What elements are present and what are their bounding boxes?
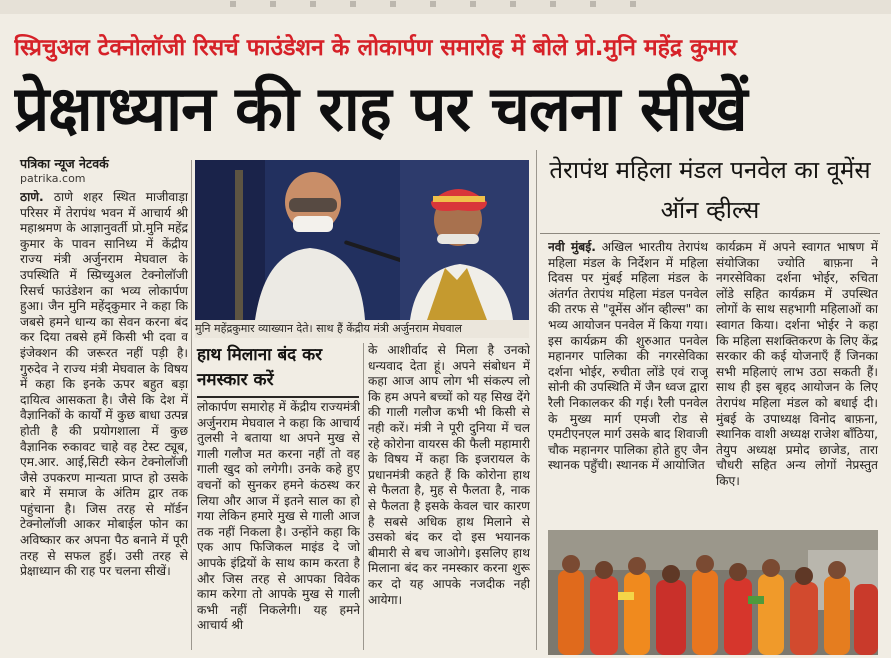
subheadline-rule [197,396,359,398]
stage-photo [195,160,529,320]
byline-site: patrika.com [20,172,86,185]
kicker-headline: स्प्रिचुअल टेक्नोलॉजी रिसर्च फाउंडेशन के लोकार्पण समारोह में बोले प्रो.मुनि महेंद्र कुमार [14,35,737,61]
article-column-2: लोकार्पण समारोह में केंद्रीय राज्यमंत्री अर्जुनराम मेघवाल ने कहा कि आचार्य तुलसी ने बताया था अपने मुख से गाली गलौज मत करना नहीं तो वह गाली खुद को लगेगी। उनके कहे हुए वचनों को सुनकर हमने कंठस्थ कर लिया और आज में इतने साल का हो गया लेकिन हमारे मुख से गाली आज तक नहीं निकला है। उन्होंने कहा कि एक आप फिजिकल माइंड दे जो आपके इंद्रियों के साथ काम करता है और जिस तरह से आपका विवेक काम करेगा तो आपके मुख से गाली कभी नहीं निकलेगी। यह हमने आचार्य श्री [197,400,360,633]
sidebar-column-1-text: अखिल भारतीय तेरापंथ महिला मंडल के निर्देशन में महिला दिवस पर मुंबई महिला मंडल के अंतर्गत तेरापंथ महिला मंडल पनवेल की तरफ से "वूमेंस ऑन व्हील्स" का भव्य आयोजन पनवेल में किया गया। इस कार्यक्रम की शुरुआत पनवेल महानगर पालिका की नगरसेविका दर्शना भोईर, रुचीता लोंडे एवं राजू सोनी की उपस्थिति में जैन ध्वज द्वारा रैली निकालकर की गई। रैली पनवेल के मुख्य मार्ग एमजी रोड से एमटीएनएल मार्ग उसके बाद शिवाजी चौक महानगर पालिका होते हुए जैन स्थानक पहुँची। स्थानक में आयोजित [548,240,708,473]
byline-agency: पत्रिका न्यूज नेटवर्क [20,156,109,171]
sidebar-headline: तेरापंथ महिला मंडल पनवेल का वूमेंस ऑन व्हील्स [540,150,880,234]
subheadline: हाथ मिलाना बंद कर नमस्कार करें [197,345,323,390]
column-divider [191,160,192,650]
rally-photo [548,530,878,655]
photo-caption: मुनि महेंद्रकुमार व्याख्यान देते। साथ हैं केंद्रीय मंत्री अर्जुनराम मेघवाल [195,320,529,338]
sidebar-dateline: नवी मुंबई. [548,240,596,254]
byline [20,156,190,186]
sidebar-column-1 [548,240,708,525]
article-column-3: के आशीर्वाद से मिला है उनको धन्यवाद देता हूं। अपने संबोधन में कहा आज आप लोग भी संकल्प लो कि हम अपने बच्चों को यह सिख देंगे की गाली गलौज कभी भी किसी से नही करें। मंत्री ने पूरी दुनिया में चल रहे कोरोना वायरस की फैली महामारी के विषय में कहा कि इजरायल के प्रधानमंत्री कहते हैं कि कोरोना हाथ से फैलता है, मुह से फैलता है, नाक से फैलता है इसके केवल चार कारण है सबसे अधिक हाथ मिलाने से उसको बंद कर दो इस भयानक बीमारी से बच जाओगे। इसलिए हाथ मिलाना बंद कर नमस्कार करना शुरू कर दो यह आपके नजदीक नही आयेगा। [368,343,530,607]
main-headline: प्रेक्षाध्यान की राह पर चलना सीखें [14,72,747,145]
section-divider [536,150,537,650]
rally-photo-illustration [548,530,878,655]
sidebar-column-2: कार्यक्रम में अपने स्वागत भाषण में संयोजिका ज्योति बाफ़ना ने नगरसेविका दर्शना भोईर, रुचिता लोंडे सहित कार्यक्रम में उपस्थित लोगों के साथ सहभागी महिलाओं का स्वागत किया। दर्शना भोईर ने कहा कि महिला सशक्तिकरण के लिए केंद्र सरकार की कई योजनाएँ हैं जिनका सभी महिलाएं लाभ उठा सकती हैं। साथ ही इस बृहद आयोजन के लिए तेरापंथ महिला मंडल को बधाई दी। मुंबई के उपाध्यक्ष विनोद बाफ़ना, स्थानिक वाशी अध्यक्ष राजेश बाँठिया, तेयुप अध्यक्ष प्रमोद छाजेड, तारा चौधरी सहित अन्य लोगों नेप्रस्तुत किए। [716,240,878,488]
stage-photo-illustration [195,160,529,320]
article-column-1 [20,190,188,650]
column-divider [363,343,364,650]
column-1-text: ठाणे शहर स्थित माजीवाड़ा परिसर में तेरापंथ भवन में आचार्य श्री महाश्रमण के आज्ञानुवर्ती प्रो.मुनि महेंद्र कुमार के पावन सानिध्य में केंद्रीय राज्य मंत्री अर्जुनराम मेघवाल के उपस्थिति में स्प्रिच्युअल टेक्नोलॉजी रिसर्च फाउंडेशन का भव्य लोकार्पण हुआ। जैन मुनि महेंद्कुमार ने कहा कि जबसे हमने धान्य का सेवन करना बंद कर दिया तबसे हमें किसी भी दवा व इंजेक्शन की जरूरत नहीं पड़ी है। गुरुदेव ने राज्य मंत्री मेघवाल के विषय में कहा कि इनके ऊपर बहुत बड़ा दायित्व आसकता है। जैसे कि देश में वैज्ञानिकों के कार्यों में कुछ बाधा उत्पन्न होती है की प्रयोगशाला में कुछ वैज्ञानिक रुकावट चाहे वह टेस्ट ट्यूब, एम.आर. आई,सिटी स्केन टेक्नोलॉजी जैसे उपकरण मान्यता प्राप्त हो उसके बारे में समाज के अंतिम द्वार तक पहुंचाना है। जिस तरह से मॉर्डन टेक्नोलॉजी आकर मोबाईल फोन का अविष्कार कर अपना पैठ बनाने में पूरी तरह से सफल हुई। उसी तरह से प्रेक्षाध्यान की राह पर चलना सीखें। [20,190,188,579]
top-strip [0,0,891,14]
dateline: ठाणे. [20,190,44,204]
